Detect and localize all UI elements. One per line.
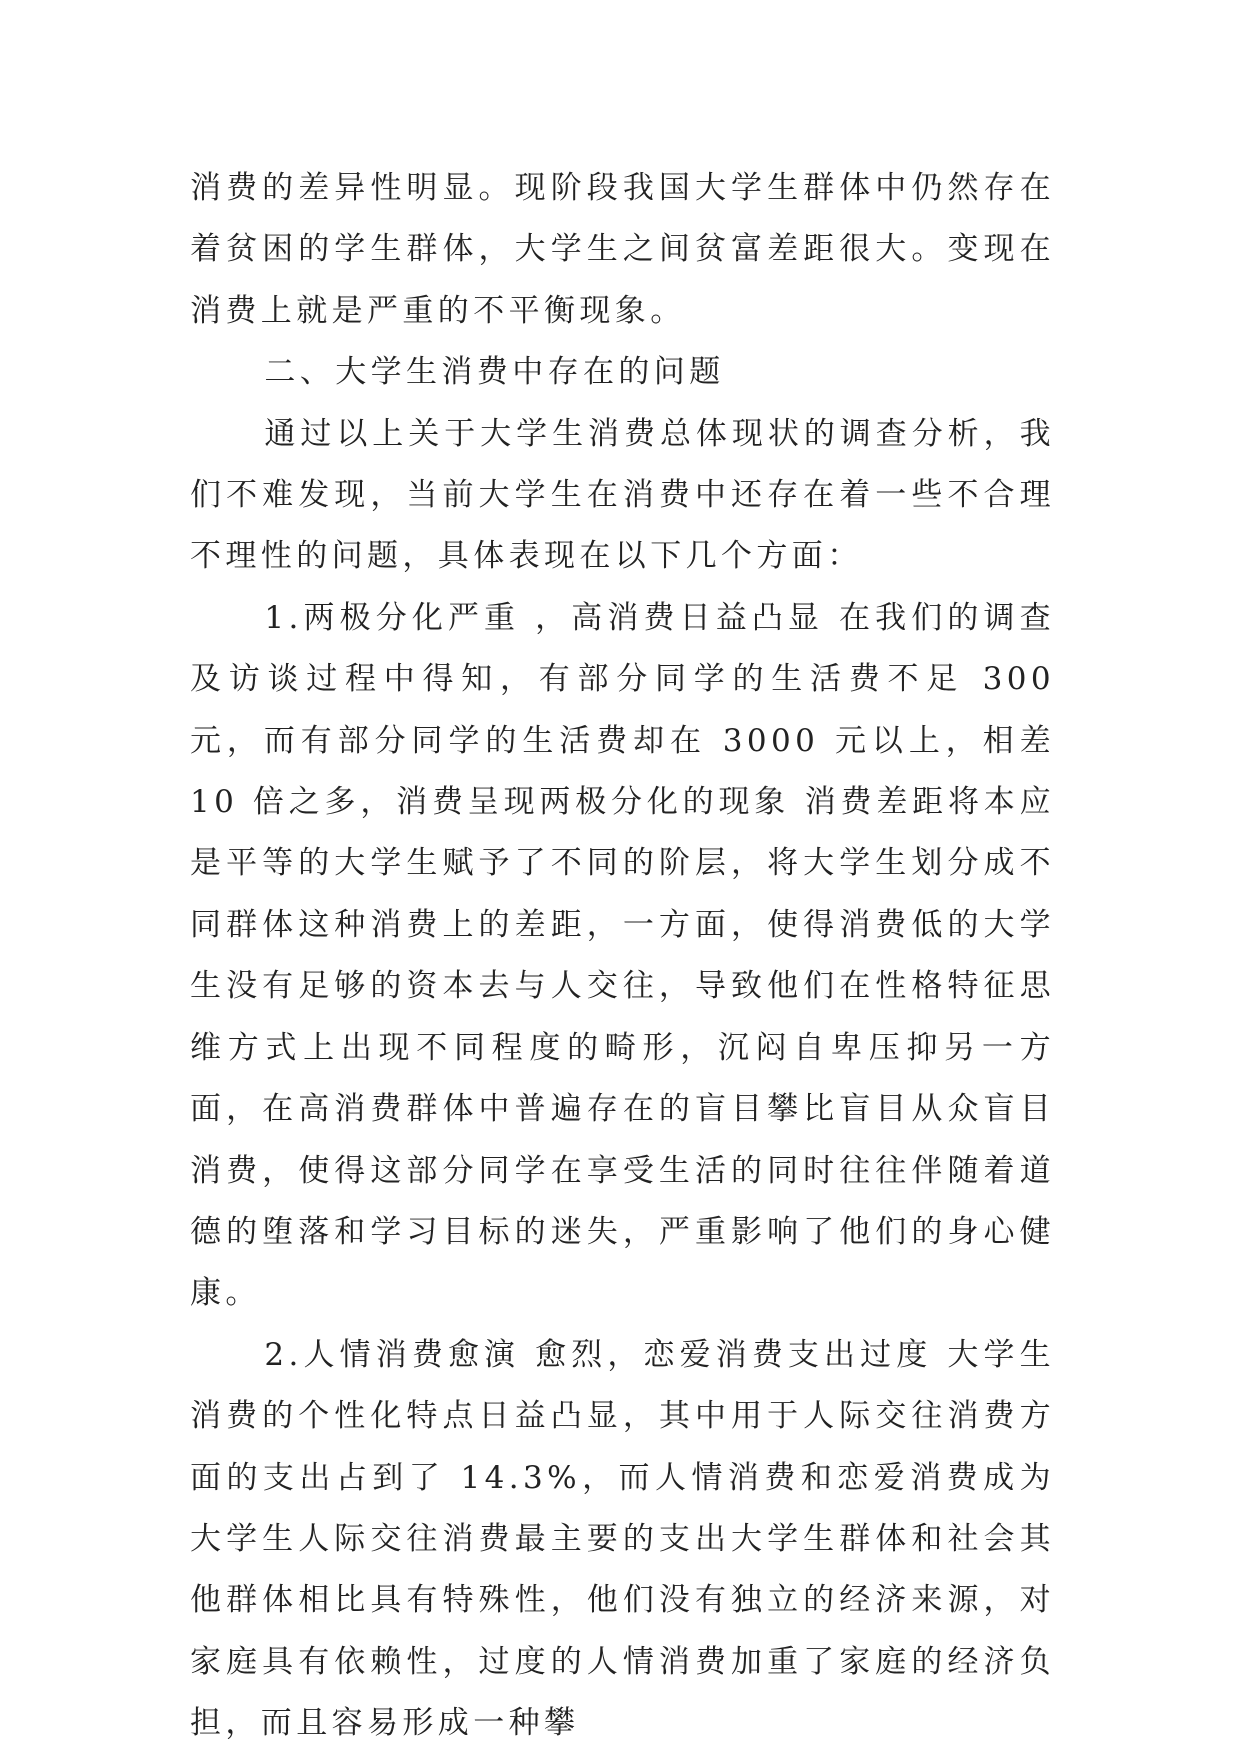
document-body bbox=[190, 158, 1055, 1755]
paragraph-point-1: 1.两极分化严重 ，高消费日益凸显 在我们的调查及访谈过程中得知，有部分同学的生活费不足 300元，而有部分同学的生活费却在 3000 元以上，相差 10 倍之多，消费呈现两极分化的现象 消费差距将本应是平等的大学生赋予了不同的阶层，将大学生划分成不同群体这种消费上的差距，一方面，使得消费低的大学生没有足够的资本去与人交往，导致他们在性格特征思维方式上出现不同程度的畸形，沉闷自卑压抑另一方面，在高消费群体中普遍存在的盲目攀比盲目从众盲目消费，使得这部分同学在享受生活的同时往往伴随着道德的堕落和学习目标的迷失，严重影响了他们的身心健康。 bbox=[190, 599, 1055, 1312]
paragraph-intro: 通过以上关于大学生消费总体现状的调查分析，我们不难发现，当前大学生在消费中还存在着一些不合理不理性的问题，具体表现在以下几个方面： bbox=[190, 415, 1055, 575]
paragraph-point-2: 2.人情消费愈演 愈烈，恋爱消费支出过度 大学生消费的个性化特点日益凸显，其中用于人际交往消费方面的支出占到了 14.3%，而人情消费和恋爱消费成为大学生人际交往消费最主要的支出大学生群体和社会其他群体相比具有特殊性，他们没有独立的经济来源，对家庭具有依赖性，过度的人情消费加重了家庭的经济负担，而且容易形成一种攀 bbox=[190, 1336, 1055, 1742]
paragraph-continuation: 消费的差异性明显。现阶段我国大学生群体中仍然存在着贫困的学生群体，大学生之间贫富差距很大。变现在消费上就是严重的不平衡现象。 bbox=[190, 170, 1055, 329]
section-heading: 二、大学生消费中存在的问题 bbox=[264, 354, 725, 391]
